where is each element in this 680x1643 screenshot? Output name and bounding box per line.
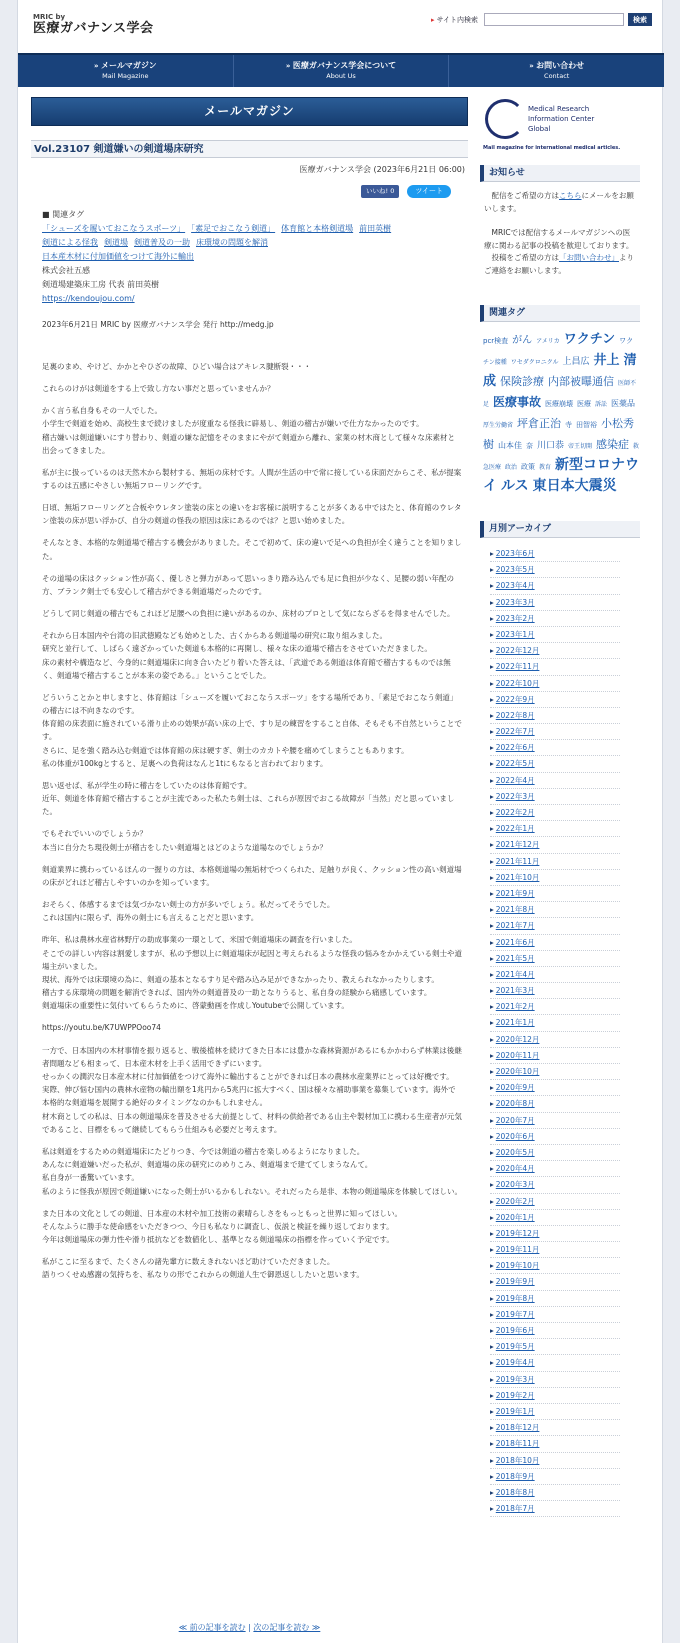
nav-label-en: Contact [544, 72, 570, 80]
body-paragraph: 私は剣道をするための剣道場床にたどりつき、今では剣道の稽古を楽しめるようになりました。 あんなに剣道嫌いだった私が、剣道場の床の研究にのめりこみ、剣道場まで建ててしまうなんて。 私自身が一番驚いています。 私のように怪我が原因で剣道嫌いになった剣士がいるかもしれない。それだったら是非、本物の剣道場床を体験してほしい。 [42, 1146, 462, 1196]
archive-month-link[interactable]: ▸ 2021年10月 [490, 870, 620, 886]
main-nav [18, 53, 664, 87]
section-banner: メールマガジン [31, 97, 468, 126]
archive-month-link[interactable]: ▸ 2020年1月 [490, 1210, 620, 1226]
archive-month-link[interactable]: ▸ 2019年5月 [490, 1339, 620, 1355]
archive-month-link[interactable]: ▸ 2019年2月 [490, 1388, 620, 1404]
site-search [431, 13, 652, 26]
archive-month-link[interactable]: ▸ 2021年8月 [490, 902, 620, 918]
body-paragraph: また日本の文化としての剣道、日本産の木材や加工技術の素晴らしさをもっともっと世界に知ってほしい。 そんなふうに勝手な使命感をいただきつつ、今日も私なりに調査し、仮説と検証を繰り返しております。 今年は剣道場床の弾力性や滑り抵抗などを数値化し、基準となる剣道場床の指標を作っていく予定です。 [42, 1208, 402, 1244]
archive-month-link[interactable]: ▸ 2019年9月 [490, 1274, 620, 1290]
archive-month-link[interactable]: ▸ 2020年7月 [490, 1113, 620, 1129]
tag-cloud-link[interactable]: 厚生労働省 [483, 422, 514, 429]
tag-cloud-link[interactable]: 内部被曝通信 [548, 375, 615, 388]
tag-cloud [480, 322, 640, 497]
tag-cloud-link[interactable]: 政策 [521, 463, 536, 471]
tag-cloud-link[interactable]: 上昌広 [562, 357, 590, 367]
tag-cloud-link[interactable]: 救急医療 [483, 443, 640, 471]
related-tags-heading: 関連タグ [480, 305, 640, 322]
archive-month-link[interactable]: ▸ 2023年1月 [490, 627, 620, 643]
archive-month-link[interactable]: ▸ 2019年12月 [490, 1226, 620, 1242]
archive-month-link[interactable]: ▸ 2019年8月 [490, 1291, 620, 1307]
archive-month-link[interactable]: ▸ 2023年4月 [490, 578, 620, 594]
body-paragraph: おそらく、体感するまでは気づかない剣士の方が多いでしょう。私だってそうでした。 これは国内に限らず、海外の剣士にも言えることだと思います。 [42, 900, 335, 923]
body-paragraph: そんなとき、本格的な剣道場で稽古する機会がありました。そこで初めて、床の違いで足への負担が全く違うことを知りました。 [42, 538, 462, 561]
archive-month-link[interactable]: ▸ 2020年10月 [490, 1064, 620, 1080]
sidebar [480, 97, 640, 1517]
notice-text [480, 182, 640, 277]
archive-month-link[interactable]: ▸ 2020年2月 [490, 1194, 620, 1210]
notice-paragraph: MRICでは配信するメールマガジンへの医療に関わる記事の投稿を歓迎しております。 [484, 228, 634, 250]
tag-cloud-link[interactable]: 医療崩壊 [545, 400, 574, 408]
author-url-link[interactable]: https://kendoujou.com/ [42, 294, 135, 303]
tag-cloud-link[interactable]: チン接種 [483, 359, 507, 366]
archive-month-link[interactable]: ▸ 2021年6月 [490, 935, 620, 951]
archive-month-link[interactable]: ▸ 2023年6月 [490, 546, 620, 562]
mric-line: Medical Research [528, 105, 590, 113]
archive-month-link[interactable]: ▸ 2022年4月 [490, 773, 620, 789]
archive-month-link[interactable]: ▸ 2020年3月 [490, 1177, 620, 1193]
archive-month-link[interactable]: ▸ 2019年10月 [490, 1258, 620, 1274]
search-button[interactable]: 検索 [628, 13, 652, 26]
logo-main-text: 医療ガバナンス学会 [33, 21, 154, 36]
archive-month-link[interactable]: ▸ 2020年9月 [490, 1080, 620, 1096]
tag-link[interactable]: 剣道場 [104, 238, 128, 247]
tag-cloud-link[interactable]: 医療 [577, 400, 592, 408]
tag-cloud-link[interactable]: 山本佳 [498, 441, 522, 450]
video-url-text: https://youtu.be/K7UWPPOoo74 [42, 1023, 161, 1033]
pager-separator: | [245, 1623, 254, 1632]
tag-cloud-link[interactable]: 坪倉正治 [517, 417, 562, 430]
nav-label-jp: » メールマガジン [18, 61, 233, 71]
archive-month-link[interactable]: ▸ 2021年2月 [490, 999, 620, 1015]
archive-month-link[interactable]: ▸ 2022年12月 [490, 643, 620, 659]
tag-link[interactable]: 前田英樹 [359, 224, 392, 233]
notice-paragraph [484, 190, 636, 215]
tag-cloud-link[interactable]: 東日本大震災 [532, 478, 617, 494]
article-title: Vol.23107 剣道嫌いの剣道場床研究 [31, 140, 468, 158]
tag-cloud-link[interactable]: 保険診療 [500, 375, 545, 388]
archive-month-link[interactable]: ▸ 2020年4月 [490, 1161, 620, 1177]
tag-link[interactable]: 体育館と本格剣道場 [281, 224, 354, 233]
body-paragraph: その道場の床はクッション性が高く、優しさと弾力があって思いっきり踏み込んでも足に負担が少なく、足腰の弱い年配の方、ブランク剣士でも安心して稽古ができる剣道場だったのです。 [42, 573, 454, 596]
archive-month-link[interactable]: ▸ 2021年9月 [490, 886, 620, 902]
notice-paragraph [484, 252, 636, 277]
tag-cloud-link[interactable]: 小松秀樹 [483, 417, 635, 451]
tag-cloud-link[interactable]: ワクチン [563, 332, 616, 347]
body-paragraph: 足裏のまめ、やけど、かかとやひざの故障、ひどい場合はアキレス腱断裂・・・ [42, 362, 312, 371]
tags-row [42, 250, 468, 264]
notice-text-part: よりご連絡をお願いします。 [484, 253, 634, 275]
body-paragraph: それから日本国内や台湾の旧武徳殿なども始めとした、古くからある剣道場の研究に取り組みました。 研究と並行して、しばらく遠ざかっていた剣道も本格的に再開し、様々な床の道場で稽古をさせていただきました。 床の素材や構造など、今身的に剣道場床に向き合いたどり着いた答えは、「武道である剣道は体育館で稽古するものでは無く、剣道場で稽古することが本来の姿である。」ということでした。 [42, 631, 451, 680]
notice-subscribe-link[interactable]: こちら [559, 191, 582, 200]
archive-month-link[interactable]: ▸ 2022年11月 [490, 659, 620, 675]
archive-month-link[interactable]: ▸ 2018年8月 [490, 1485, 620, 1501]
archive-month-link[interactable]: ▸ 2019年4月 [490, 1355, 620, 1371]
archive-month-link[interactable]: ▸ 2022年6月 [490, 740, 620, 756]
mric-line: Information Center [528, 115, 595, 123]
body-paragraph: 私が主に扱っているのは天然木から製材する、無垢の床材です。人間が生活の中で常に接している床面だからこそ、私が提案するのは五感にやさしい無垢フローリングです。 [42, 467, 462, 491]
archive-month-link[interactable]: ▸ 2022年1月 [490, 821, 620, 837]
body-paragraph: どうして同じ剣道の稽古でもこれほど足腰への負担に違いがあるのか、床材のプロとして気にならざるを得ませんでした。 [42, 609, 455, 619]
archive-month-link[interactable]: ▸ 2021年12月 [490, 837, 620, 853]
tags-row [42, 222, 468, 236]
archive-month-link[interactable]: ▸ 2019年3月 [490, 1372, 620, 1388]
archive-month-link[interactable]: ▸ 2022年9月 [490, 692, 620, 708]
archive-month-link[interactable]: ▸ 2019年6月 [490, 1323, 620, 1339]
notice-heading: お知らせ [480, 165, 640, 182]
body-paragraph: どういうことかと申しますと、体育館は「シューズを履いておこなうスポーツ」をする場所であり、「素足でおこなう剣道」の稽古には不向きなのです。 体育館の床表面に施されている滑り止めの効果が高い床の上で、すり足の練習をすること自体、そもそも不自然ということです。 さらに、足を強く踏み込む剣道では体育館の床は硬すぎ、剣士のカカトや腰を痛めてしまうこともあります。 私の体重が100kgとすると、足裏への負荷はなんと1tにもなると言われております。 [42, 692, 462, 768]
nav-label-jp: » 医療ガバナンス学会について [234, 61, 449, 71]
archive-month-link[interactable]: ▸ 2020年8月 [490, 1096, 620, 1112]
nav-label-jp: » お問い合わせ [449, 61, 664, 71]
logo-small-text: MRIC by [33, 13, 66, 21]
tag-link[interactable]: 剣道による怪我 [42, 238, 98, 247]
tag-cloud-link[interactable]: アメリカ [536, 338, 560, 345]
tag-cloud-link[interactable]: 川口恭 [537, 441, 565, 451]
archive-month-link[interactable]: ▸ 2018年9月 [490, 1469, 620, 1485]
notice-text-part: 投稿をご希望の方は [491, 253, 559, 262]
tag-cloud-link[interactable]: ルス [501, 478, 529, 494]
archive-month-link[interactable]: ▸ 2021年5月 [490, 951, 620, 967]
body-paragraph: 思い返せば、私が学生の時に稽古をしていたのは体育館です。 近年、剣道を体育館で稽古することが主流であった私たち剣士は、これらが原因でおこる故障が「当然」だと思っていました。 [42, 780, 455, 817]
tag-cloud-link[interactable]: 新型コロナウイ [483, 457, 640, 494]
tag-cloud-link[interactable]: 清成 [483, 353, 637, 389]
article-byline: 医療ガバナンス学会 (2023年6月21日 06:00) [299, 165, 465, 174]
tags-heading: ■ 関連タグ [42, 210, 85, 219]
archive-month-link[interactable]: ▸ 2022年7月 [490, 724, 620, 740]
archive-month-link[interactable]: ▸ 2022年8月 [490, 708, 620, 724]
archive-month-link[interactable]: ▸ 2019年1月 [490, 1404, 620, 1420]
tag-cloud-link[interactable]: 訴訟 [595, 401, 608, 408]
facebook-like-button[interactable]: いいね! 0 [361, 185, 399, 198]
tag-cloud-link[interactable]: 教育 [539, 464, 552, 471]
notice-text-part: 配信をご希望の方は [491, 191, 559, 200]
archive-month-link[interactable]: ▸ 2020年11月 [490, 1048, 620, 1064]
archive-month-link[interactable]: ▸ 2019年7月 [490, 1307, 620, 1323]
tag-cloud-link[interactable]: pcr検査 [483, 337, 509, 345]
tag-link[interactable]: 床環境の問題を解消 [196, 238, 268, 247]
archive-month-link[interactable]: ▸ 2020年12月 [490, 1032, 620, 1048]
tag-cloud-link[interactable]: 井上 [593, 353, 620, 368]
tag-cloud-link[interactable]: がん [512, 335, 533, 346]
archive-month-link[interactable]: ▸ 2022年2月 [490, 805, 620, 821]
notice-text-part: にメールをお願いします。 [484, 191, 634, 213]
tweet-button[interactable]: ツイート [407, 185, 451, 198]
search-label: ▸ サイト内検索 [431, 15, 478, 25]
mric-logo-text [528, 104, 594, 134]
author-name: 剣道場建築床工房 代表 前田英樹 [42, 280, 160, 289]
body-paragraph: これらのけがは剣道をする上で致し方ない事だと思っていませんか？ [42, 384, 275, 394]
site-logo[interactable] [33, 13, 153, 37]
archive-month-link[interactable]: ▸ 2021年11月 [490, 854, 620, 870]
mric-line: Global [528, 125, 551, 133]
nav-about[interactable] [234, 55, 450, 87]
archive-month-link[interactable]: ▸ 2019年11月 [490, 1242, 620, 1258]
article-pager [31, 1622, 468, 1633]
archive-month-link[interactable]: ▸ 2018年10月 [490, 1453, 620, 1469]
archive-month-link[interactable]: ▸ 2023年5月 [490, 562, 620, 578]
tag-cloud-link[interactable]: 医師不足 [483, 380, 637, 408]
tag-cloud-link[interactable]: 政治 [505, 464, 518, 471]
body-paragraph: 私がここに至るまで、たくさんの諸先輩方に数えきれないほど助けていただきました。 語りつくせぬ感謝の気持ちを、私なりの形でこれからの剣道人生で御恩返ししたいと思います。 [42, 1257, 364, 1280]
tag-cloud-link[interactable]: 寺 [565, 421, 573, 429]
body-paragraph: 剣道業界に携わっているほんの一握りの方は、本格剣道場の無垢材でつくられた、足触りが良く、クッション性の高い剣道場の床がどれほど稽古しやすいのかを知っています。 [42, 864, 462, 887]
archive-heading: 月別アーカイブ [480, 521, 640, 538]
archive-month-link[interactable]: ▸ 2022年5月 [490, 756, 620, 772]
tag-cloud-link[interactable]: 田智裕 [576, 421, 598, 429]
site-header [18, 0, 664, 52]
nav-label-en: Mail Magazine [102, 72, 149, 80]
archive-month-link[interactable]: ▸ 2023年3月 [490, 595, 620, 611]
body-paragraph: 一方で、日本国内の木材事情を振り返ると、戦後植林を続けてきた日本には豊かな森林資源があるにもかかわらず林業は後継者問題なども相まって、日本産木材を上手く活用できずにいます。 せっかくの潤沢な日本産木材に付加価値をつけて海外に輸出することができれば日本の農林水産業界にとっては好機です。 実際、伸び悩む国内の農林水産物の輸出額を1兆円から5兆円に拡大すべく、国は様々な補助事業を募集しています。海外で本格的な剣道場を展開する絶好のタイミングなのかもしれません。 材木商としての私は、日本の剣道場床を普及させる大前提として、材料の供給者である山主や製材加工に携わる生産者が元気であること、目標をもって継続してもらう仕組みも必要だと考えます。 [42, 1045, 462, 1134]
prev-article-link[interactable]: ≪ 前の記事を読む [178, 1623, 246, 1632]
mric-tagline: Mail magazine for international medical articles. [483, 145, 621, 151]
search-input[interactable] [484, 13, 624, 26]
author-org: 株式会社五感 [42, 266, 90, 275]
archive-month-link[interactable]: ▸ 2021年7月 [490, 918, 620, 934]
tag-cloud-link[interactable]: 奈 [526, 442, 533, 450]
mric-logo[interactable] [480, 97, 640, 157]
tag-cloud-link[interactable]: 感染症 [596, 438, 630, 451]
mric-logo-icon [485, 99, 525, 139]
archive-month-link[interactable]: ▸ 2020年5月 [490, 1145, 620, 1161]
body-paragraph: でもそれでいいのでしょうか？ 本当に自分たち現役剣士が稽古をしたい剣道場とはどのような道場なのでしょうか？ [42, 829, 327, 852]
archive-month-link[interactable]: ▸ 2018年12月 [490, 1420, 620, 1436]
notice-contact-link[interactable]: 「お問い合わせ」 [559, 253, 619, 262]
page [17, 0, 663, 1643]
archive-month-link[interactable]: ▸ 2020年6月 [490, 1129, 620, 1145]
tags-row [42, 236, 468, 250]
archive-month-link[interactable]: ▸ 2018年11月 [490, 1436, 620, 1452]
tag-link[interactable]: 日本産木材に付加価値をつけて海外に輸出 [42, 252, 194, 261]
main-column [31, 97, 468, 1290]
tag-cloud-link[interactable]: ワク [619, 337, 634, 345]
body-paragraph: 日頃、無垢フローリングと合板やウレタン塗装の床との違いをお客様に説明することが多くある中ではたと、体育館のウレタン塗装の床が思い浮かび、自分の剣道の怪我の原因は床にあるのでは？と思い始めました。 [42, 503, 462, 526]
archive-month-link[interactable]: ▸ 2022年10月 [490, 676, 620, 692]
article-tags [31, 208, 468, 306]
nav-mail-magazine[interactable] [18, 55, 234, 87]
nav-label-en: About Us [326, 72, 356, 80]
issue-dateline: 2023年6月21日 MRIC by 医療ガバナンス学会 発行 http://medg.jp [42, 320, 274, 329]
tag-cloud-link[interactable]: 医療事故 [493, 395, 542, 409]
article-body [31, 360, 468, 1282]
tag-cloud-link[interactable]: 医薬品 [611, 399, 636, 408]
tag-link[interactable]: 「シューズを履いておこなうスポーツ」 [42, 224, 186, 233]
tag-link[interactable]: 「素足でおこなう剣道」 [191, 224, 276, 233]
archive-month-link[interactable]: ▸ 2021年3月 [490, 983, 620, 999]
archive-month-link[interactable]: ▸ 2023年2月 [490, 611, 620, 627]
body-paragraph: 昨年、私は農林水産省林野庁の助成事業の一環として、米国で剣道場床の調査を行いました。 そこでの詳しい内容は割愛しますが、私の予想以上に剣道場床が起因と考えられるような怪我の悩みをかかえている剣士や道場主がいました。 現状、海外では床環境の為に、剣道の基本となるすり足や踏み込み足ができなかったり、教えられなかったりします。 稽古する床環境の問題を解消できれば、国内外の剣道普及の一助となりうると、私自身の経験から痛感しています。 剣道場床の重要性に気付いてもらうために、啓蒙動画を作成しYoutubeで公開しています。 [42, 935, 462, 1011]
tag-cloud-link[interactable]: ワセダクロニクル [510, 359, 559, 366]
monthly-archive [480, 538, 640, 1517]
nav-contact[interactable] [449, 55, 664, 87]
archive-month-link[interactable]: ▸ 2022年3月 [490, 789, 620, 805]
tag-link[interactable]: 剣道普及の一助 [134, 238, 190, 247]
share-buttons [31, 185, 468, 198]
tag-cloud-link[interactable]: 帝王切開 [568, 443, 593, 450]
next-article-link[interactable]: 次の記事を読む ≫ [253, 1623, 321, 1632]
archive-month-link[interactable]: ▸ 2021年1月 [490, 1015, 620, 1031]
archive-month-link[interactable]: ▸ 2021年4月 [490, 967, 620, 983]
archive-month-link[interactable]: ▸ 2018年7月 [490, 1501, 620, 1517]
body-paragraph: かく言う私自身もその一人でした。 小学生で剣道を始め、高校生まで続けましたが度重なる怪我に辟易し、剣道の稽古が嫌いで仕方なかったのです。 稽古嫌いは剣道嫌いにすり替わり、剣道の嫌な記憶をそのままにやがて剣道から離れ、家業の材木商として様々な床素材と出会ってきました。 [42, 406, 455, 455]
